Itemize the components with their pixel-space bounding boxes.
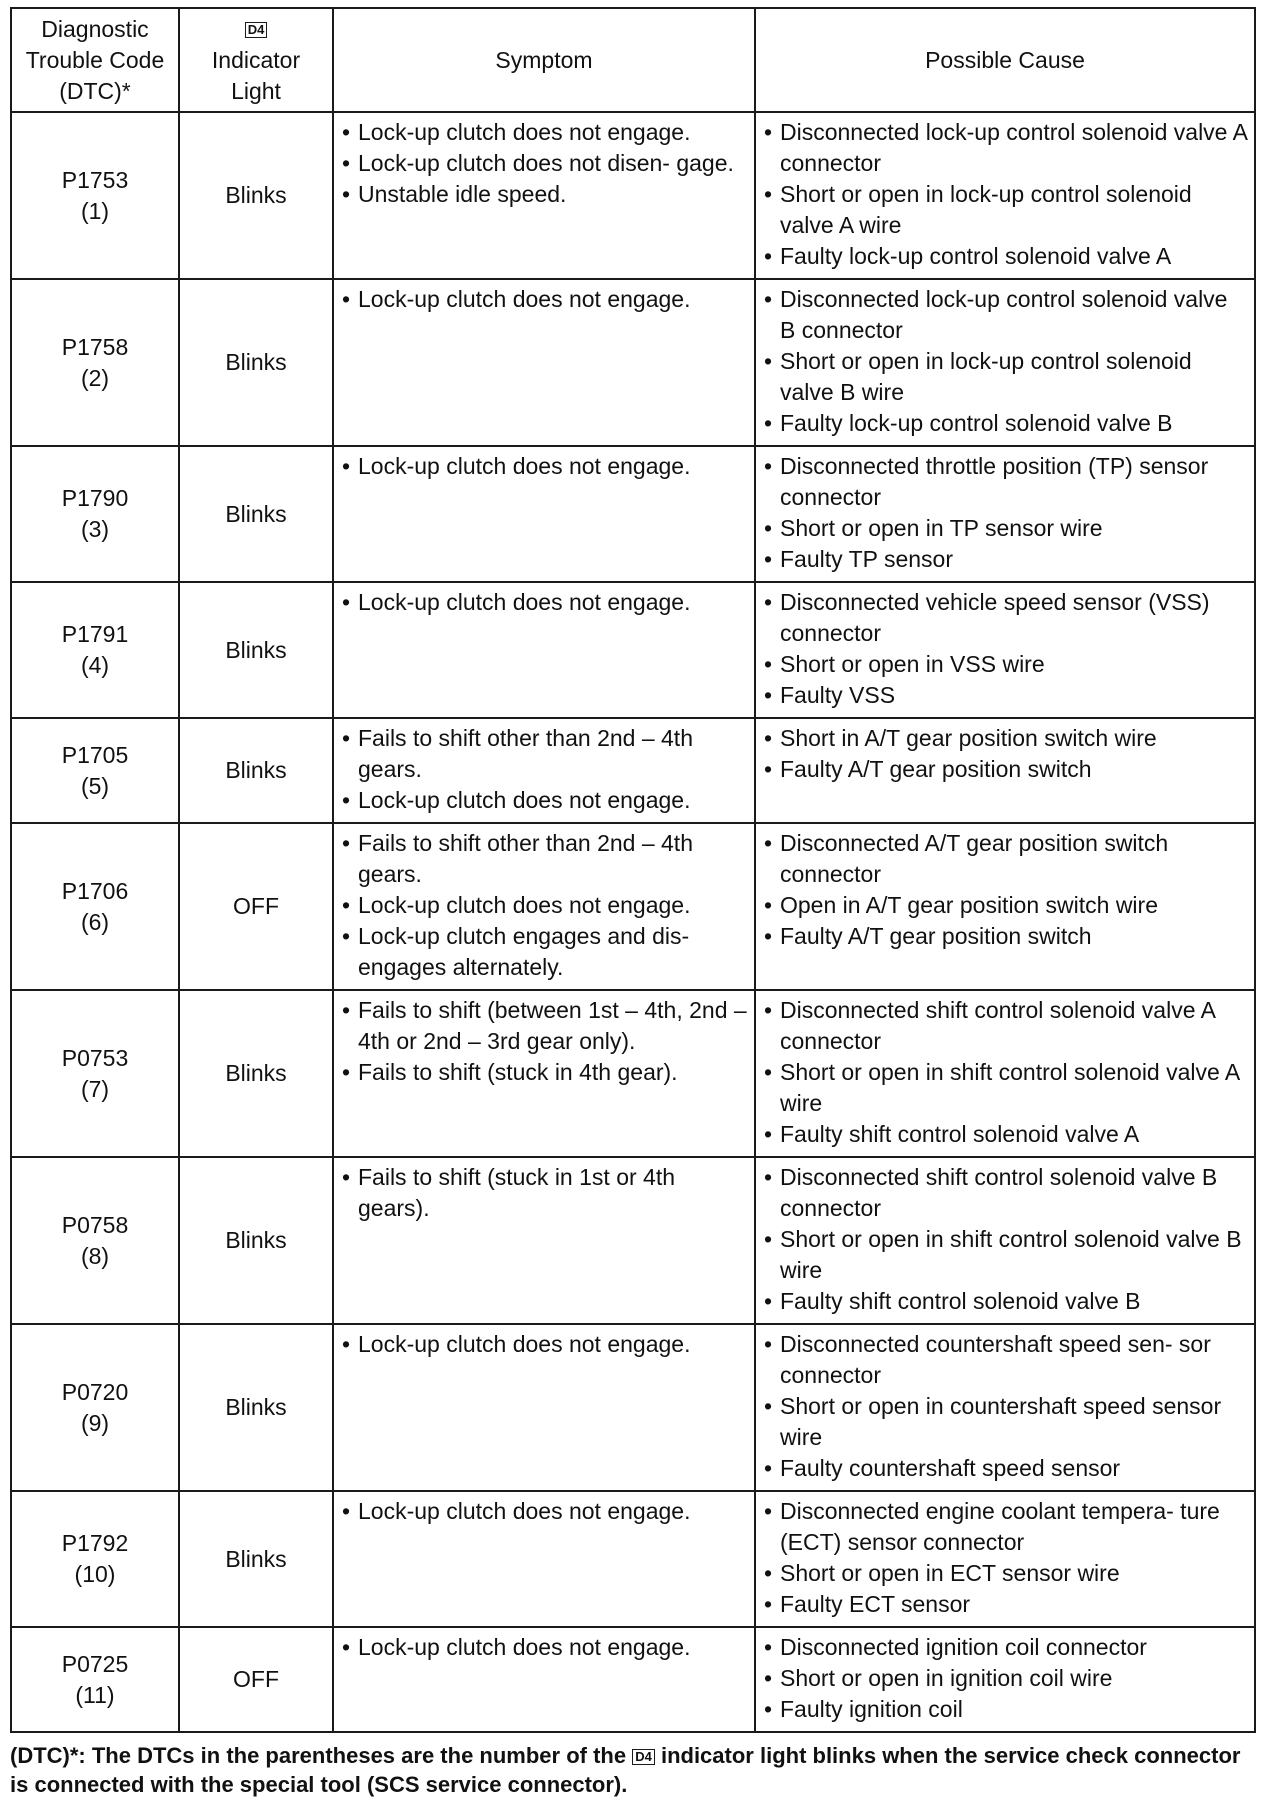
cause-item [762,754,1248,785]
cause-list [762,117,1248,272]
symptom-text: Fails to shift (stuck in 1st or 4th gears). [358,1164,676,1221]
bullet-icon: • [764,453,773,479]
symptom-list [340,723,748,816]
bullet-icon: • [764,1634,773,1660]
bullet-icon: • [764,1455,773,1481]
symptom-list [340,1329,748,1360]
bullet-icon: • [764,589,773,615]
symptom-cell [333,823,755,990]
cause-list [762,1162,1248,1317]
bullet-icon: • [764,119,773,145]
symptom-item [340,284,748,315]
cause-text: Short or open in TP sensor wire [780,515,1103,541]
symptom-item [340,179,748,210]
bullet-icon: • [764,515,773,541]
cause-list [762,451,1248,575]
symptom-cell [333,582,755,718]
table-row [11,582,1255,718]
dtc-cell [11,279,179,446]
bullet-icon: • [764,997,773,1023]
bullet-icon: • [342,830,351,856]
symptom-cell [333,990,755,1157]
cause-text: Faulty TP sensor [780,546,954,572]
dtc-blink-number: (6) [80,908,110,935]
cause-list [762,995,1248,1150]
cause-text: Disconnected throttle position (TP) sensor connector [780,453,1209,510]
symptom-list [340,587,748,618]
symptom-list [340,117,748,210]
symptom-text: Lock-up clutch does not engage. [358,892,691,918]
bullet-icon: • [764,1591,773,1617]
symptom-text: Lock-up clutch engages and dis- engages alternately. [358,923,690,980]
bullet-icon: • [342,286,351,312]
header-dtc-line: Diagnostic [41,15,149,42]
bullet-icon: • [342,150,351,176]
dtc-cell [11,1491,179,1627]
cause-text: Short or open in shift control solenoid valve B wire [780,1226,1242,1283]
dtc-code: P1705 [61,741,129,768]
dtc-code: P0758 [61,1211,129,1238]
cause-text: Faulty shift control solenoid valve B [780,1288,1141,1314]
indicator-light-state: Blinks [179,112,333,279]
bullet-icon: • [764,923,773,949]
dtc-code: P0725 [61,1650,129,1677]
bullet-icon: • [764,725,773,751]
table-row [11,1491,1255,1627]
symptom-item [340,1496,748,1527]
symptom-item [340,587,748,618]
bullet-icon: • [764,1121,773,1147]
bullet-icon: • [764,1331,773,1357]
symptom-item [340,1162,748,1224]
header-possible-cause: Possible Cause [755,8,1255,112]
dtc-code: P1758 [61,333,129,360]
symptom-text: Lock-up clutch does not engage. [358,286,691,312]
symptom-list [340,995,748,1088]
cause-text: Open in A/T gear position switch wire [780,892,1158,918]
cause-item [762,346,1248,408]
cause-item [762,544,1248,575]
symptom-text: Lock-up clutch does not engage. [358,1331,691,1357]
indicator-light-state: Blinks [179,1324,333,1491]
cause-text: Faulty countershaft speed sensor [780,1455,1121,1481]
bullet-icon: • [342,589,351,615]
dtc-cell [11,718,179,823]
dtc-cell [11,582,179,718]
cause-text: Disconnected A/T gear position switch connector [780,830,1169,887]
cause-item [762,995,1248,1057]
indicator-light-state: OFF [179,823,333,990]
symptom-item [340,148,748,179]
cause-cell [755,1157,1255,1324]
indicator-light-state: Blinks [179,1157,333,1324]
dtc-code: P1753 [61,166,129,193]
bullet-icon: • [764,830,773,856]
symptom-text: Unstable idle speed. [358,181,567,207]
bullet-icon: • [342,119,351,145]
cause-cell [755,1324,1255,1491]
symptom-cell [333,279,755,446]
dtc-blink-number: (1) [80,197,110,224]
cause-cell [755,446,1255,582]
cause-item [762,284,1248,346]
cause-cell [755,990,1255,1157]
table-row [11,718,1255,823]
cause-text: Disconnected lock-up control solenoid valve A connector [780,119,1247,176]
symptom-list [340,1162,748,1224]
d4-indicator-icon: D4 [245,22,268,38]
table-row [11,823,1255,990]
cause-item [762,921,1248,952]
table-header [11,8,1255,112]
bullet-icon: • [342,1164,351,1190]
cause-cell [755,582,1255,718]
bullet-icon: • [764,1164,773,1190]
cause-cell [755,823,1255,990]
symptom-text: Lock-up clutch does not engage. [358,1634,691,1660]
symptom-list [340,1632,748,1663]
cause-list [762,1632,1248,1725]
bullet-icon: • [342,787,351,813]
footnote-text-start: (DTC)*: The DTCs in the parentheses are the number of the [10,1743,627,1768]
symptom-cell [333,1627,755,1732]
cause-list [762,1496,1248,1620]
symptom-list [340,828,748,983]
dtc-cell [11,446,179,582]
symptom-item [340,1632,748,1663]
cause-item [762,1632,1248,1663]
bullet-icon: • [342,1059,351,1085]
dtc-code: P1792 [61,1530,129,1556]
bullet-icon: • [342,997,351,1023]
symptom-list [340,1496,748,1527]
symptom-text: Fails to shift other than 2nd – 4th gears. [358,830,693,887]
footnote-text-end: indicator light blinks when the service check connector is connected with the special tool (SCS service connector). [10,1743,1241,1797]
header-dtc-line: Trouble Code [25,46,165,73]
cause-item [762,1286,1248,1317]
dtc-blink-number: (2) [80,364,110,391]
dtc-cell [11,1627,179,1732]
indicator-light-state: Blinks [179,990,333,1157]
cause-item [762,649,1248,680]
cause-text: Faulty lock-up control solenoid valve A [780,243,1172,269]
cause-item [762,241,1248,272]
cause-text: Disconnected countershaft speed sen- sor connector [780,1331,1211,1388]
dtc-cell [11,112,179,279]
cause-item [762,680,1248,711]
cause-text: Short or open in ECT sensor wire [780,1560,1120,1586]
header-light-line: Light [231,77,281,104]
table-row [11,1627,1255,1732]
table-row [11,279,1255,446]
cause-item [762,1162,1248,1224]
symptom-item [340,1057,748,1088]
indicator-light-state: Blinks [179,1491,333,1627]
symptom-item [340,828,748,890]
cause-text: Short or open in lock-up control solenoid valve B wire [780,348,1192,405]
dtc-cell [11,1324,179,1491]
dtc-blink-number: (9) [80,1409,110,1436]
bullet-icon: • [764,1226,773,1252]
symptom-text: Fails to shift (stuck in 4th gear). [358,1059,678,1085]
cause-cell [755,1627,1255,1732]
cause-item [762,723,1248,754]
cause-text: Faulty shift control solenoid valve A [780,1121,1140,1147]
dtc-table [10,7,1256,1733]
bullet-icon: • [342,1634,351,1660]
cause-item [762,1496,1248,1558]
cause-item [762,513,1248,544]
symptom-text: Lock-up clutch does not engage. [358,589,691,615]
bullet-icon: • [342,1331,351,1357]
header-symptom: Symptom [333,8,755,112]
cause-text: Short in A/T gear position switch wire [780,725,1157,751]
cause-item [762,117,1248,179]
bullet-icon: • [764,1288,773,1314]
symptom-item [340,921,748,983]
cause-list [762,723,1248,785]
symptom-item [340,1329,748,1360]
bullet-icon: • [764,410,773,436]
cause-item [762,1589,1248,1620]
cause-text: Short or open in shift control solenoid valve A wire [780,1059,1240,1116]
cause-item [762,1663,1248,1694]
symptom-cell [333,112,755,279]
cause-item [762,1558,1248,1589]
cause-list [762,284,1248,439]
symptom-text: Lock-up clutch does not disen- gage. [358,150,734,176]
dtc-blink-number: (5) [80,772,110,799]
cause-text: Faulty VSS [780,682,896,708]
indicator-light-state: OFF [179,1627,333,1732]
footnote [10,1741,1254,1799]
bullet-icon: • [764,546,773,572]
dtc-cell [11,1157,179,1324]
cause-text: Short or open in countershaft speed sensor wire [780,1393,1222,1450]
cause-text: Short or open in lock-up control solenoid valve A wire [780,181,1192,238]
indicator-light-state: Blinks [179,718,333,823]
bullet-icon: • [764,892,773,918]
dtc-blink-number: (7) [80,1075,110,1102]
cause-item [762,1119,1248,1150]
dtc-blink-number: (11) [75,1681,115,1708]
cause-text: Disconnected shift control solenoid valve B connector [780,1164,1218,1221]
symptom-cell [333,718,755,823]
cause-list [762,1329,1248,1484]
cause-item [762,408,1248,439]
cause-item [762,1453,1248,1484]
table-row [11,1324,1255,1491]
header-light-line: Indicator [211,46,301,73]
symptom-cell [333,1491,755,1627]
dtc-blink-number: (8) [80,1242,110,1269]
dtc-blink-number: (3) [80,516,110,542]
symptom-text: Fails to shift other than 2nd – 4th gears. [358,725,693,782]
bullet-icon: • [764,682,773,708]
table-row [11,990,1255,1157]
cause-cell [755,718,1255,823]
symptom-text: Lock-up clutch does not engage. [358,119,691,145]
indicator-light-state: Blinks [179,582,333,718]
bullet-icon: • [764,1059,773,1085]
cause-text: Faulty A/T gear position switch [780,756,1092,782]
symptom-item [340,785,748,816]
cause-text: Disconnected vehicle speed sensor (VSS) connector [780,589,1210,646]
bullet-icon: • [764,1393,773,1419]
table-row [11,112,1255,279]
cause-item [762,890,1248,921]
cause-item [762,1694,1248,1725]
cause-item [762,587,1248,649]
dtc-cell [11,990,179,1157]
dtc-code: P1791 [61,621,129,647]
bullet-icon: • [764,181,773,207]
cause-text: Short or open in ignition coil wire [780,1665,1113,1691]
dtc-blink-number: (10) [74,1561,116,1587]
symptom-item [340,890,748,921]
cause-item [762,1057,1248,1119]
cause-text: Faulty lock-up control solenoid valve B [780,410,1173,436]
bullet-icon: • [342,453,351,479]
cause-item [762,451,1248,513]
symptom-item [340,995,748,1057]
bullet-icon: • [764,1498,773,1524]
bullet-icon: • [764,1665,773,1691]
symptom-text: Lock-up clutch does not engage. [358,1498,691,1524]
d4-indicator-icon: D4 [632,1749,655,1765]
bullet-icon: • [764,1560,773,1586]
bullet-icon: • [764,286,773,312]
bullet-icon: • [342,1498,351,1524]
indicator-light-state: Blinks [179,446,333,582]
bullet-icon: • [342,923,351,949]
cause-text: Faulty ignition coil [780,1696,963,1722]
cause-text: Disconnected engine coolant tempera- ture (ECT) sensor connector [780,1498,1220,1555]
symptom-text: Lock-up clutch does not engage. [358,453,691,479]
cause-cell [755,279,1255,446]
symptom-item [340,117,748,148]
symptom-cell [333,1324,755,1491]
cause-text: Disconnected shift control solenoid valve A connector [780,997,1215,1054]
dtc-cell [11,823,179,990]
dtc-code: P1790 [61,485,129,511]
dtc-blink-number: (4) [80,652,110,678]
bullet-icon: • [342,181,351,207]
table-row [11,1157,1255,1324]
bullet-icon: • [764,651,773,677]
table-row [11,446,1255,582]
dtc-code: P1706 [61,877,129,904]
cause-item [762,1224,1248,1286]
page [10,7,1254,1799]
symptom-list [340,451,748,482]
symptom-text: Lock-up clutch does not engage. [358,787,691,813]
cause-text: Faulty ECT sensor [780,1591,971,1617]
header-dtc-line: (DTC)* [59,77,131,104]
cause-list [762,587,1248,711]
bullet-icon: • [764,243,773,269]
symptom-cell [333,446,755,582]
header-dtc [11,8,179,112]
cause-item [762,1329,1248,1391]
bullet-icon: • [764,348,773,374]
symptom-cell [333,1157,755,1324]
symptom-text: Fails to shift (between 1st – 4th, 2nd – 4th or 2nd – 3rd gear only). [358,997,747,1054]
cause-item [762,828,1248,890]
bullet-icon: • [342,725,351,751]
cause-cell [755,1491,1255,1627]
bullet-icon: • [764,1696,773,1722]
indicator-light-state: Blinks [179,279,333,446]
symptom-item [340,723,748,785]
cause-list [762,828,1248,952]
dtc-code: P0720 [61,1378,129,1405]
cause-text: Disconnected ignition coil connector [780,1634,1147,1660]
table-body [11,112,1255,1732]
dtc-code: P0753 [61,1044,129,1071]
bullet-icon: • [342,892,351,918]
cause-text: Disconnected lock-up control solenoid valve B connector [780,286,1228,343]
bullet-icon: • [764,756,773,782]
cause-item [762,179,1248,241]
cause-text: Short or open in VSS wire [780,651,1045,677]
symptom-item [340,451,748,482]
cause-text: Faulty A/T gear position switch [780,923,1092,949]
cause-cell [755,112,1255,279]
header-indicator-light [179,8,333,112]
symptom-list [340,284,748,315]
cause-item [762,1391,1248,1453]
